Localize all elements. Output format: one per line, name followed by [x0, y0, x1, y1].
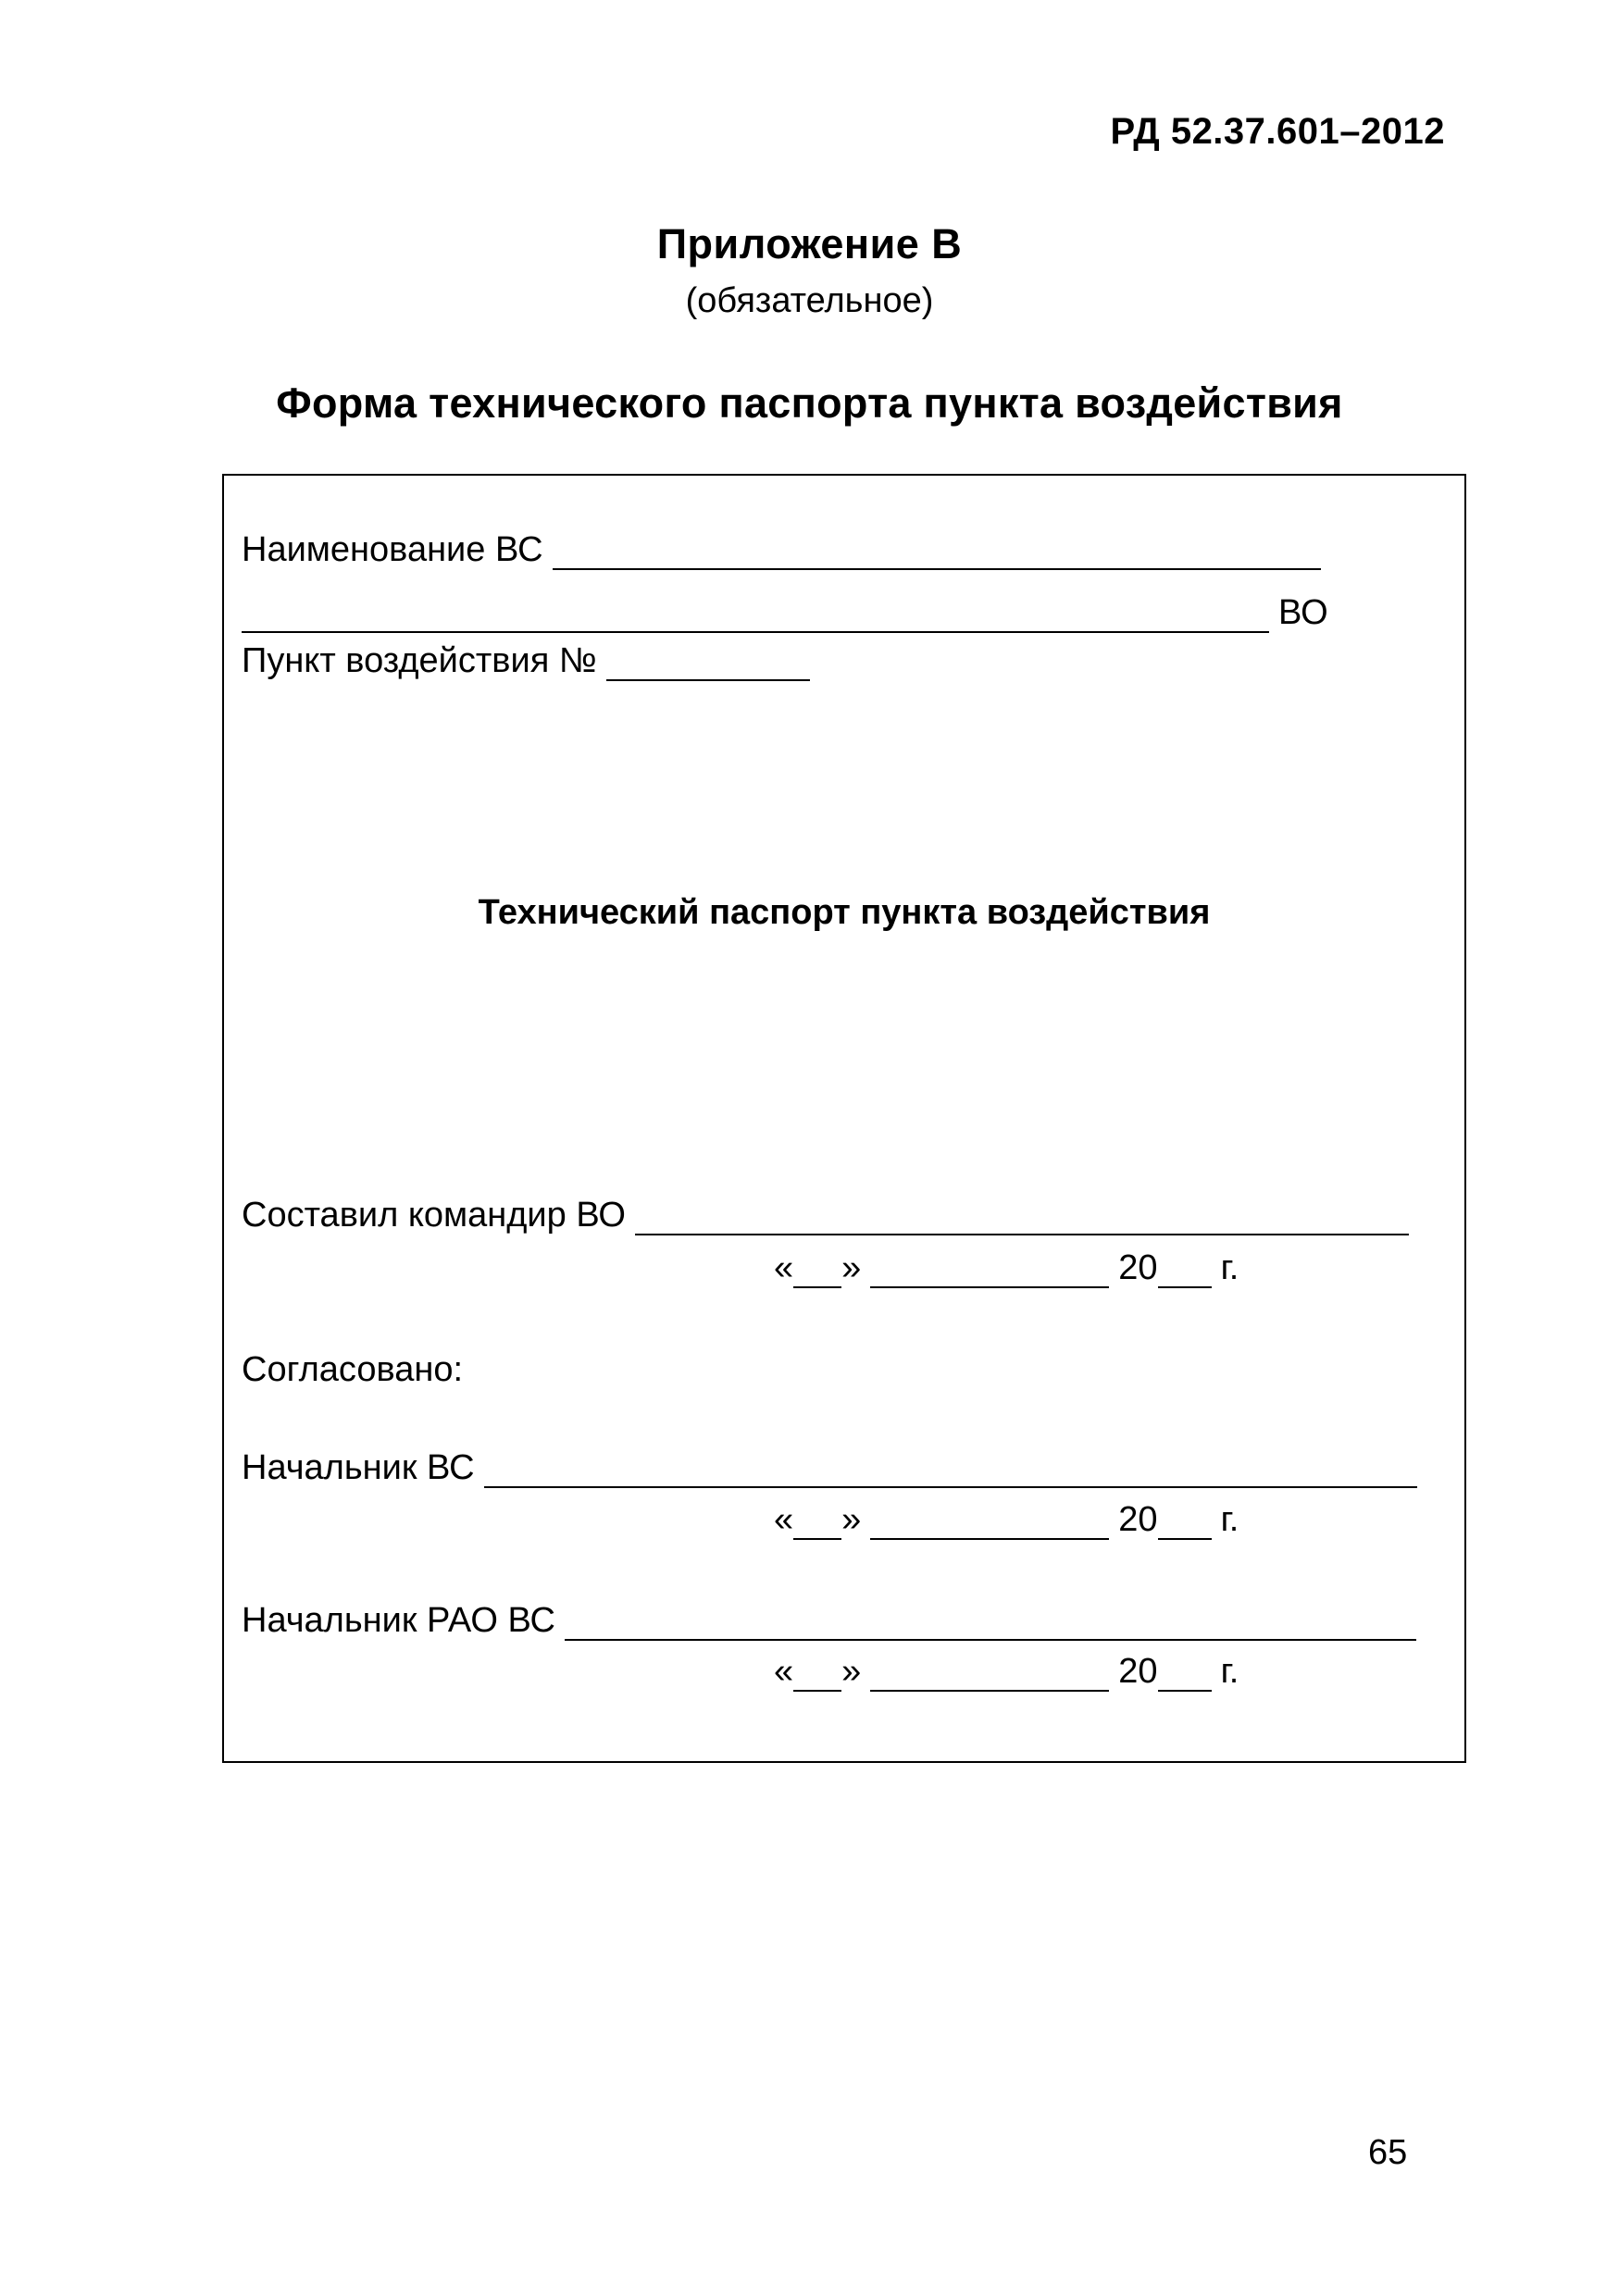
- appendix-note: (обязательное): [685, 281, 934, 320]
- year-prefix: 20: [1118, 1652, 1158, 1691]
- appendix-title: Приложение В: [656, 220, 963, 267]
- chief-label: Начальник ВС: [242, 1448, 475, 1487]
- chief-rao-signature-line[interactable]: [565, 1611, 1416, 1641]
- year-suffix: г.: [1220, 1248, 1239, 1287]
- date-close-quote: »: [841, 1248, 862, 1287]
- compiled-day-line[interactable]: [793, 1259, 841, 1288]
- name-continuation-line[interactable]: [242, 603, 1269, 633]
- point-row: [242, 640, 810, 681]
- compiled-signature-line[interactable]: [635, 1206, 1409, 1235]
- year-prefix: 20: [1118, 1500, 1158, 1539]
- chief-date-row: [774, 1499, 1239, 1540]
- agreed-row: [242, 1349, 463, 1390]
- compiled-year-line[interactable]: [1158, 1259, 1212, 1288]
- name-row: [242, 529, 1321, 570]
- year-suffix: г.: [1220, 1500, 1239, 1539]
- agreed-label: Согласовано:: [242, 1350, 464, 1389]
- vo-suffix: ВО: [1278, 593, 1328, 632]
- passport-title: Технический паспорт пункта воздействия: [478, 893, 1211, 932]
- vo-row: [242, 592, 1328, 633]
- chief-signature-line[interactable]: [484, 1458, 1417, 1488]
- form-title: Форма технического паспорта пункта воздействия: [276, 379, 1343, 427]
- document-code: РД 52.37.601–2012: [1110, 111, 1445, 152]
- page-number: 65: [1368, 2133, 1408, 2172]
- chief-rao-label: Начальник РАО ВС: [242, 1601, 555, 1640]
- name-label: Наименование ВС: [242, 530, 543, 569]
- compiled-label: Составил командир ВО: [242, 1196, 626, 1235]
- chief-row: [242, 1447, 1417, 1488]
- point-number-label: Пункт воздействия №: [242, 641, 597, 680]
- chief-rao-month-line[interactable]: [870, 1662, 1109, 1692]
- chief-month-line[interactable]: [870, 1510, 1109, 1540]
- chief-rao-row: [242, 1600, 1416, 1641]
- date-open-quote: «: [774, 1500, 794, 1539]
- date-open-quote: «: [774, 1652, 794, 1691]
- year-prefix: 20: [1118, 1248, 1158, 1287]
- year-suffix: г.: [1220, 1652, 1239, 1691]
- compiled-month-line[interactable]: [870, 1259, 1109, 1288]
- chief-rao-date-row: [774, 1651, 1239, 1692]
- passport-form-frame: [222, 474, 1466, 1763]
- compiled-date-row: [774, 1247, 1239, 1288]
- chief-rao-day-line[interactable]: [793, 1662, 841, 1692]
- name-field-line[interactable]: [553, 540, 1321, 570]
- point-number-line[interactable]: [606, 652, 810, 681]
- date-open-quote: «: [774, 1248, 794, 1287]
- compiled-row: [242, 1195, 1409, 1235]
- chief-year-line[interactable]: [1158, 1510, 1212, 1540]
- chief-day-line[interactable]: [793, 1510, 841, 1540]
- date-close-quote: »: [841, 1652, 862, 1691]
- chief-rao-year-line[interactable]: [1158, 1662, 1212, 1692]
- date-close-quote: »: [841, 1500, 862, 1539]
